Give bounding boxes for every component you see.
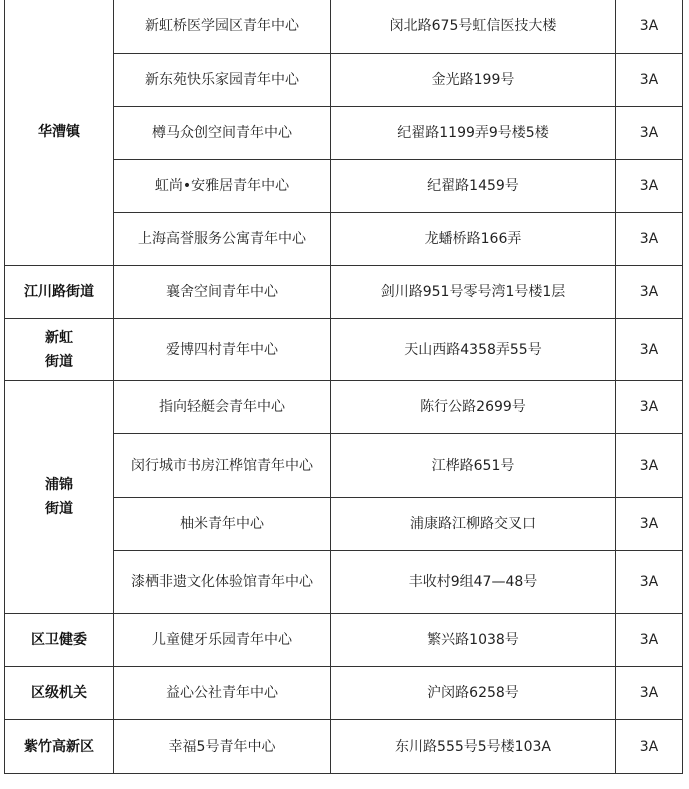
address-cell: 繁兴路1038号 (331, 614, 616, 667)
level-cell: 3A (616, 160, 683, 213)
level-cell: 3A (616, 54, 683, 107)
center-name-cell: 闵行城市书房江桦馆青年中心 (114, 434, 331, 498)
table-row (5, 667, 683, 720)
level-cell: 3A (616, 319, 683, 381)
level-cell: 3A (616, 381, 683, 434)
level-cell: 3A (616, 0, 683, 54)
district-cell: 区卫健委 (5, 614, 114, 667)
center-name-cell: 幸福5号青年中心 (114, 720, 331, 774)
center-name-cell: 柚米青年中心 (114, 498, 331, 551)
address-cell: 陈行公路2699号 (331, 381, 616, 434)
center-name-cell: 益心公社青年中心 (114, 667, 331, 720)
table-row (5, 614, 683, 667)
center-name-cell: 襄舍空间青年中心 (114, 266, 331, 319)
address-cell: 沪闵路6258号 (331, 667, 616, 720)
youth-center-table (4, 0, 683, 774)
table-row (5, 0, 683, 54)
center-name-cell: 漆栖非遗文化体验馆青年中心 (114, 551, 331, 614)
table-row (5, 266, 683, 319)
center-name-cell: 樽马众创空间青年中心 (114, 107, 331, 160)
level-cell: 3A (616, 434, 683, 498)
district-cell: 新虹街道 (5, 319, 114, 381)
table-row (5, 319, 683, 381)
level-cell: 3A (616, 720, 683, 774)
level-cell: 3A (616, 667, 683, 720)
table-row (5, 381, 683, 434)
address-cell: 纪翟路1199弄9号楼5楼 (331, 107, 616, 160)
table-row (5, 720, 683, 774)
address-cell: 龙蟠桥路166弄 (331, 213, 616, 266)
address-cell: 闵北路675号虹信医技大楼 (331, 0, 616, 54)
address-cell: 金光路199号 (331, 54, 616, 107)
center-name-cell: 新东苑快乐家园青年中心 (114, 54, 331, 107)
level-cell: 3A (616, 614, 683, 667)
center-name-cell: 新虹桥医学园区青年中心 (114, 0, 331, 54)
level-cell: 3A (616, 551, 683, 614)
district-cell: 江川路街道 (5, 266, 114, 319)
center-name-cell: 指向轻艇会青年中心 (114, 381, 331, 434)
center-name-cell: 上海高誉服务公寓青年中心 (114, 213, 331, 266)
level-cell: 3A (616, 498, 683, 551)
district-cell: 华漕镇 (5, 0, 114, 266)
address-cell: 剑川路951号零号湾1号楼1层 (331, 266, 616, 319)
center-name-cell: 爱博四村青年中心 (114, 319, 331, 381)
level-cell: 3A (616, 213, 683, 266)
district-cell: 浦锦街道 (5, 381, 114, 614)
center-name-cell: 儿童健牙乐园青年中心 (114, 614, 331, 667)
address-cell: 纪翟路1459号 (331, 160, 616, 213)
center-name-cell: 虹尚•安雅居青年中心 (114, 160, 331, 213)
address-cell: 东川路555号5号楼103A (331, 720, 616, 774)
district-cell: 区级机关 (5, 667, 114, 720)
level-cell: 3A (616, 107, 683, 160)
address-cell: 江桦路651号 (331, 434, 616, 498)
address-cell: 丰收村9组47—48号 (331, 551, 616, 614)
district-cell: 紫竹高新区 (5, 720, 114, 774)
address-cell: 天山西路4358弄55号 (331, 319, 616, 381)
address-cell: 浦康路江柳路交叉口 (331, 498, 616, 551)
level-cell: 3A (616, 266, 683, 319)
